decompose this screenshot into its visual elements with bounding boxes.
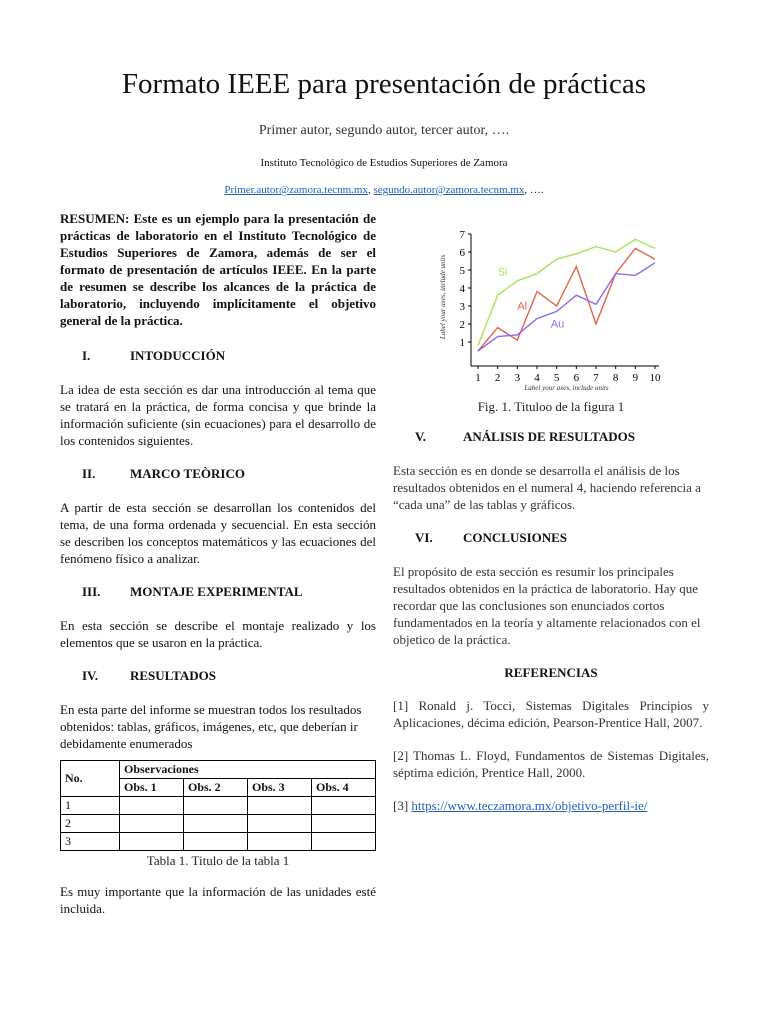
table-cell <box>184 797 248 815</box>
table-cell <box>184 833 248 851</box>
table-caption: Tabla 1. Titulo de la tabla 1 <box>146 853 290 868</box>
series-label-al: Al <box>517 300 528 313</box>
institution-line: Instituto Tecnológico de Estudios Superiores de Zamora <box>260 157 508 169</box>
emails-line <box>0 184 768 196</box>
figure-caption: Fig. 1. Tituloo de la figura 1 <box>477 399 625 414</box>
x-tick-label: 2 <box>494 372 501 384</box>
table-row <box>61 833 376 851</box>
series-line-si <box>478 239 655 345</box>
section-text-4: En esta parte del informe se muestran todos los resultados obtenidos: tablas, gráficos, imágenes, etc, que deberían ir debidamente enumerados <box>60 702 362 751</box>
reference-3 <box>393 797 709 814</box>
series-label-au: Au <box>550 318 565 331</box>
x-tick-label: 4 <box>534 372 540 384</box>
section-number: I. <box>82 348 91 363</box>
table-subheader: Obs. 3 <box>248 779 312 797</box>
section-title: ANÁLISIS DE RESULTADOS <box>463 429 635 444</box>
table-header-no: No. <box>61 761 120 797</box>
figure-1-chart <box>393 226 709 396</box>
table-cell <box>120 815 184 833</box>
references-heading: REFERENCIAS <box>504 665 598 680</box>
table-cell-no: 3 <box>61 833 120 851</box>
section-number: VI. <box>415 530 433 545</box>
section-title: RESULTADOS <box>130 668 216 683</box>
section-text-2: A partir de esta sección se desarrollan los contenidos del tema, de una forma ordenada y secuencial. En esta sección se describen los conceptos matemáticos y las ecuaciones del fenómeno físico a analizar. <box>60 500 376 566</box>
table-cell <box>184 815 248 833</box>
x-tick-label: 1 <box>475 372 481 384</box>
table-cell <box>312 815 376 833</box>
table-cell-no: 2 <box>61 815 120 833</box>
left-column <box>60 210 376 933</box>
email-link-2[interactable]: segundo.autor@zamora.tecnm.mx <box>373 184 525 196</box>
section-heading-2 <box>60 465 376 482</box>
reference-1: [1] Ronald j. Tocci, Sistemas Digitales Principios y Aplicaciones, décima edición, Pearson-Prentice Hall, 2007. <box>393 698 709 730</box>
section-text-4-after: Es muy importante que la información de las unidades esté incluida. <box>60 884 376 916</box>
table-cell <box>248 815 312 833</box>
table-subheader: Obs. 2 <box>184 779 248 797</box>
x-tick-label: 8 <box>612 372 619 384</box>
y-tick-label: 6 <box>459 247 465 259</box>
table-cell <box>120 797 184 815</box>
section-number: IV. <box>82 668 99 683</box>
section-number: II. <box>82 466 96 481</box>
right-column <box>393 226 709 830</box>
table-subheader: Obs. 4 <box>312 779 376 797</box>
table-cell-no: 1 <box>61 797 120 815</box>
table-cell <box>248 833 312 851</box>
y-tick-label: 7 <box>459 229 465 241</box>
email-separator: , <box>367 184 374 196</box>
section-title: MARCO TEÒRICO <box>130 466 245 481</box>
section-text-3: En esta sección se describe el montaje realizado y los elementos que se usaron en la práctica. <box>60 618 376 650</box>
email-link-1[interactable]: Primer.autor@zamora.tecnm.mx <box>224 184 368 196</box>
table-header-observaciones: Observaciones <box>120 761 376 779</box>
section-title: MONTAJE EXPERIMENTAL <box>130 584 303 599</box>
section-text-5: Esta sección es en donde se desarrolla el análisis de los resultados obtenidos en el numeral 4, haciendo referencia a “cada una” de las tablas y gráficos. <box>393 463 701 512</box>
y-axis-label: Label your axes, include units <box>439 254 447 340</box>
y-tick-label: 3 <box>459 301 465 313</box>
observations-table <box>60 760 376 851</box>
section-text-1: La idea de esta sección es dar una introducción al tema que se tratará en la práctica, de forma concisa y que brinde la información suficiente (sin ecuaciones) para el desarrollo de los contenidos siguientes. <box>60 382 376 448</box>
section-heading-1 <box>60 347 376 364</box>
table-cell <box>120 833 184 851</box>
section-text-6: El propósito de esta sección es resumir los principales resultados obtenidos en la práctica de laboratorio. Hay que recordar que las conclusiones son enunciados cortos fundamentados en la teoría y altamente relacionados con el objetico de la práctica. <box>393 564 701 647</box>
y-tick-label: 2 <box>459 319 465 331</box>
paper-title: Formato IEEE para presentación de prácticas <box>121 68 647 100</box>
abstract: RESUMEN: Este es un ejemplo para la presentación de prácticas de laboratorio en el Instituto Tecnológico de Estudios Superiores de Zamora, además de ser el formato de presentación de artículos IEEE. En la parte de resumen se describe los alcances de la práctica de laboratorio, incluyendo implícitamente el objetivo general de la práctica. <box>60 211 376 328</box>
email-tail: , …. <box>524 184 544 196</box>
series-label-si: Si <box>497 266 508 279</box>
table-cell <box>248 797 312 815</box>
reference-3-link[interactable]: https://www.teczamora.mx/objetivo-perfil-ie/ <box>411 798 648 813</box>
table-header-row <box>61 761 376 779</box>
section-title: CONCLUSIONES <box>463 530 568 545</box>
table-cell <box>312 833 376 851</box>
x-tick-label: 6 <box>573 372 580 384</box>
x-tick-label: 5 <box>553 372 560 384</box>
section-heading-5 <box>393 428 709 445</box>
x-tick-label: 7 <box>593 372 599 384</box>
x-axis-label: Label your axes, include units <box>524 384 609 392</box>
y-tick-label: 5 <box>459 265 465 277</box>
x-tick-label: 3 <box>514 372 521 384</box>
section-heading-4 <box>60 667 376 684</box>
x-tick-label: 9 <box>632 372 639 384</box>
section-heading-3 <box>60 583 376 600</box>
table-cell <box>312 797 376 815</box>
reference-2: [2] Thomas L. Floyd, Fundamentos de Sistemas Digitales, séptima edición, Prentice Hall, 2000. <box>393 748 709 780</box>
table-subheader: Obs. 1 <box>120 779 184 797</box>
section-number: III. <box>82 584 101 599</box>
y-tick-label: 4 <box>459 283 465 295</box>
table-row <box>61 797 376 815</box>
section-number: V. <box>415 429 426 444</box>
reference-3-prefix: [3] <box>393 798 412 813</box>
table-row <box>61 815 376 833</box>
authors-line: Primer autor, segundo autor, tercer autor, …. <box>258 123 510 138</box>
y-tick-label: 1 <box>459 337 465 349</box>
x-tick-label: 10 <box>649 372 661 384</box>
section-title: INTODUCCIÓN <box>130 348 226 363</box>
section-heading-6 <box>393 529 709 546</box>
